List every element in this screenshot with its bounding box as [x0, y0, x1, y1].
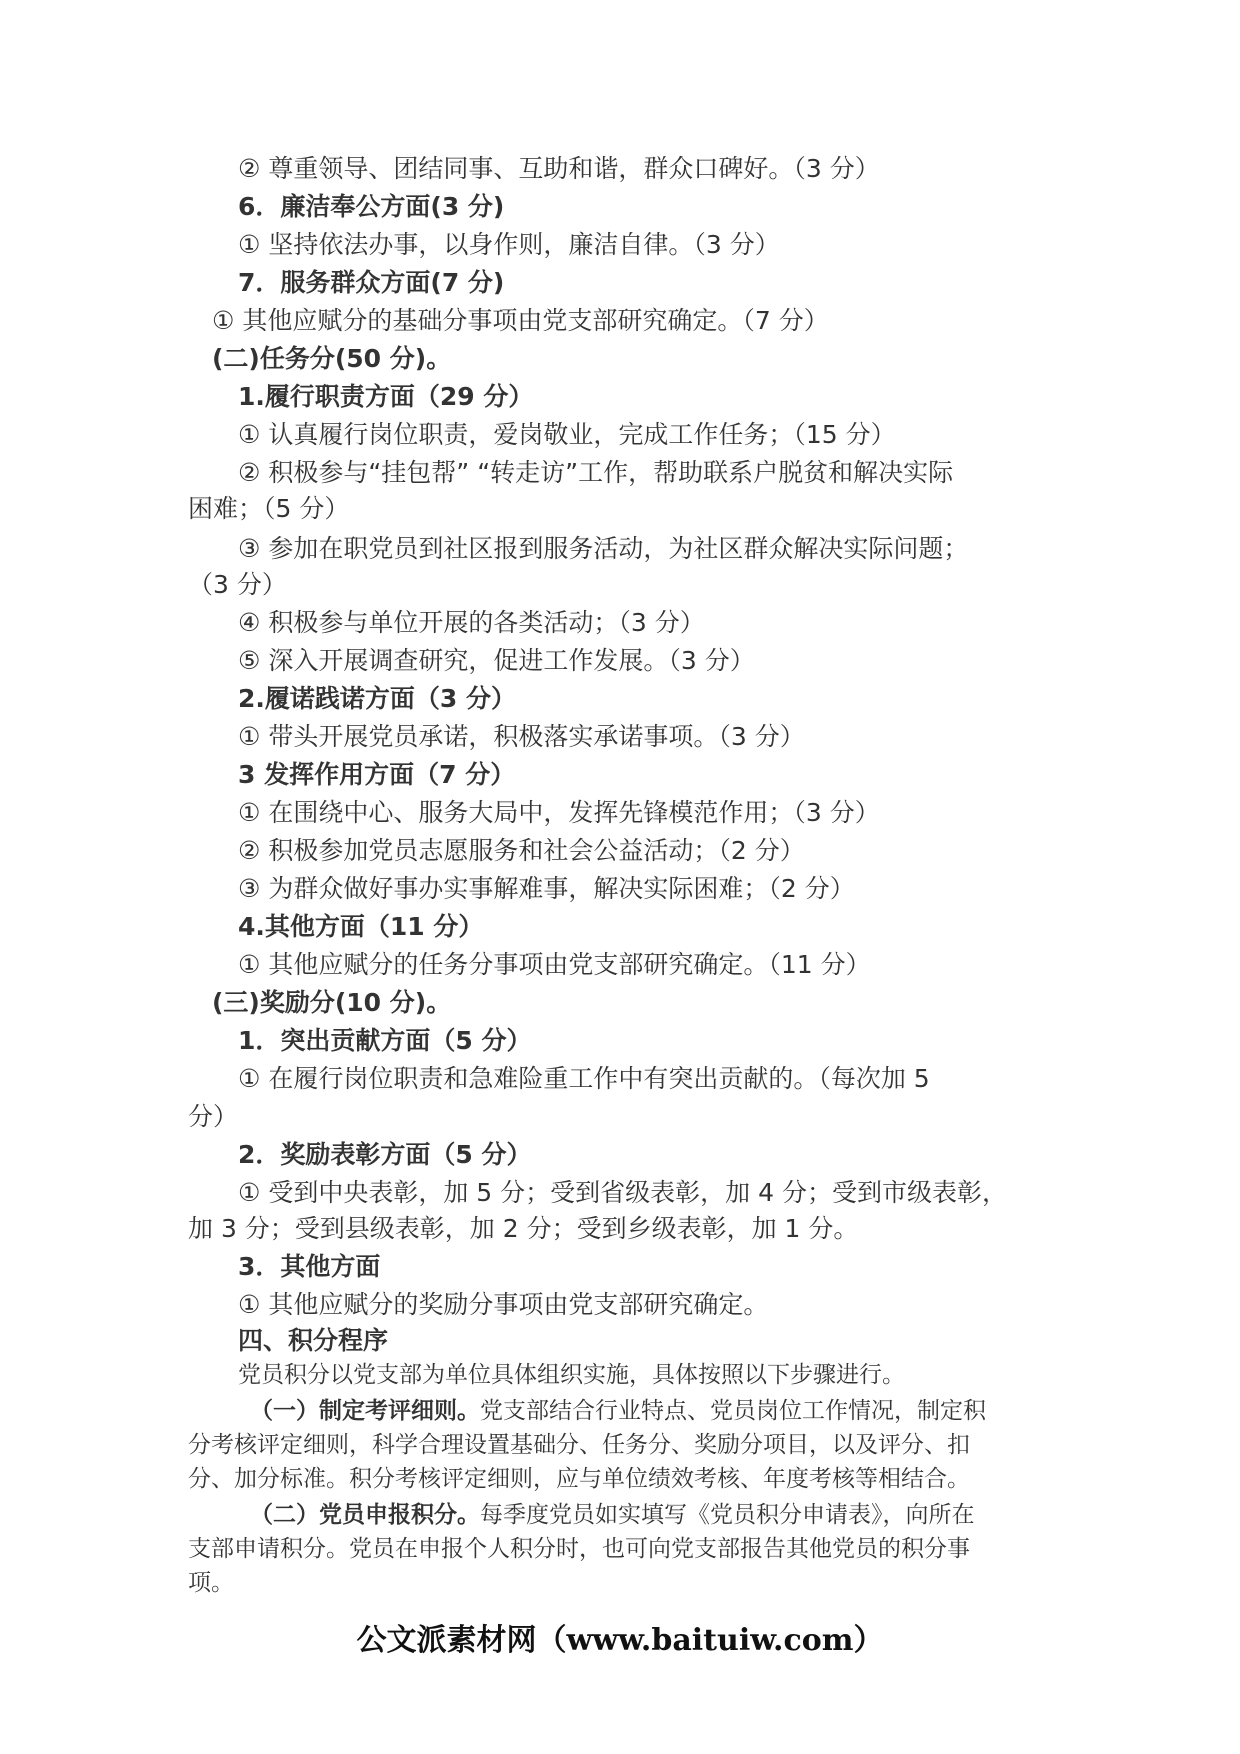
- text-line: ① 其他应赋分的奖励分事项由党支部研究确定。: [238, 1290, 769, 1319]
- section-heading: 四、积分程序: [238, 1326, 389, 1355]
- section-heading: (二)任务分(50 分)。: [212, 344, 452, 373]
- section-heading: 6．廉洁奉公方面(3 分): [238, 192, 505, 221]
- text-line: 支部申请积分。党员在申报个人积分时，也可向党支部报告其他党员的积分事: [188, 1536, 970, 1562]
- paragraph-first-line: [250, 1392, 986, 1430]
- text-line: 党员积分以党支部为单位具体组织实施，具体按照以下步骤进行。: [238, 1362, 905, 1388]
- text-line: ① 认真履行岗位职责，爱岗敬业，完成工作任务；（15 分）: [238, 420, 896, 449]
- text-line: ② 尊重领导、团结同事、互助和谐，群众口碑好。（3 分）: [238, 154, 880, 183]
- text-line: ② 积极参与“挂包帮” “转走访”工作，帮助联系户脱贫和解决实际: [238, 458, 954, 487]
- text-line: 分考核评定细则，科学合理设置基础分、任务分、奖励分项目，以及评分、扣: [188, 1432, 970, 1458]
- section-heading: 1.履行职责方面（29 分）: [238, 382, 534, 411]
- paragraph-text: 每季度党员如实填写《党员积分申请表》，向所在: [480, 1502, 975, 1528]
- text-line: ① 带头开展党员承诺，积极落实承诺事项。（3 分）: [238, 722, 805, 751]
- text-line: 困难；（5 分）: [188, 494, 350, 523]
- paragraph-lead: （二）党员申报积分。: [250, 1502, 480, 1528]
- paragraph-text: 党支部结合行业特点、党员岗位工作情况，制定积: [480, 1398, 986, 1424]
- text-line: ③ 参加在职党员到社区报到服务活动，为社区群众解决实际问题；: [238, 534, 969, 563]
- paragraph-lead: （一）制定考评细则。: [250, 1398, 480, 1424]
- section-heading: 4.其他方面（11 分）: [238, 912, 484, 941]
- section-heading: 3 发挥作用方面（7 分）: [238, 760, 516, 789]
- text-line: 分、加分标准。积分考核评定细则，应与单位绩效考核、年度考核等相结合。: [188, 1466, 970, 1492]
- text-line: ⑤ 深入开展调查研究，促进工作发展。（3 分）: [238, 646, 755, 675]
- section-heading: 7．服务群众方面(7 分): [238, 268, 505, 297]
- text-line: 分）: [188, 1102, 239, 1131]
- text-line: ④ 积极参与单位开展的各类活动；（3 分）: [238, 608, 705, 637]
- section-heading: 2.履诺践诺方面（3 分）: [238, 684, 516, 713]
- text-line: ③ 为群众做好事办实事解难事，解决实际困难；（2 分）: [238, 874, 855, 903]
- text-line: 项。: [188, 1570, 234, 1596]
- footer-watermark: 公文派素材网（www.baituiw.com）: [356, 1623, 884, 1658]
- text-line: ① 其他应赋分的任务分事项由党支部研究确定。（11 分）: [238, 950, 871, 979]
- section-heading: (三)奖励分(10 分)。: [212, 988, 452, 1017]
- text-line: ② 积极参加党员志愿服务和社会公益活动；（2 分）: [238, 836, 805, 865]
- section-heading: 3．其他方面: [238, 1252, 381, 1281]
- section-heading: 2．奖励表彰方面（5 分）: [238, 1140, 532, 1169]
- paragraph-first-line: [250, 1496, 975, 1534]
- text-line: ① 在履行岗位职责和急难险重工作中有突出贡献的。（每次加 5: [238, 1064, 930, 1093]
- text-line: 加 3 分；受到县级表彰，加 2 分；受到乡级表彰，加 1 分。: [188, 1214, 859, 1243]
- section-heading: 1．突出贡献方面（5 分）: [238, 1026, 532, 1055]
- text-line: （3 分）: [188, 570, 287, 599]
- text-line: ① 受到中央表彰，加 5 分；受到省级表彰，加 4 分；受到市级表彰，: [238, 1178, 1007, 1207]
- text-line: ① 其他应赋分的基础分事项由党支部研究确定。（7 分）: [212, 306, 829, 335]
- text-line: ① 在围绕中心、服务大局中，发挥先锋模范作用；（3 分）: [238, 798, 880, 827]
- text-line: ① 坚持依法办事，以身作则，廉洁自律。（3 分）: [238, 230, 780, 259]
